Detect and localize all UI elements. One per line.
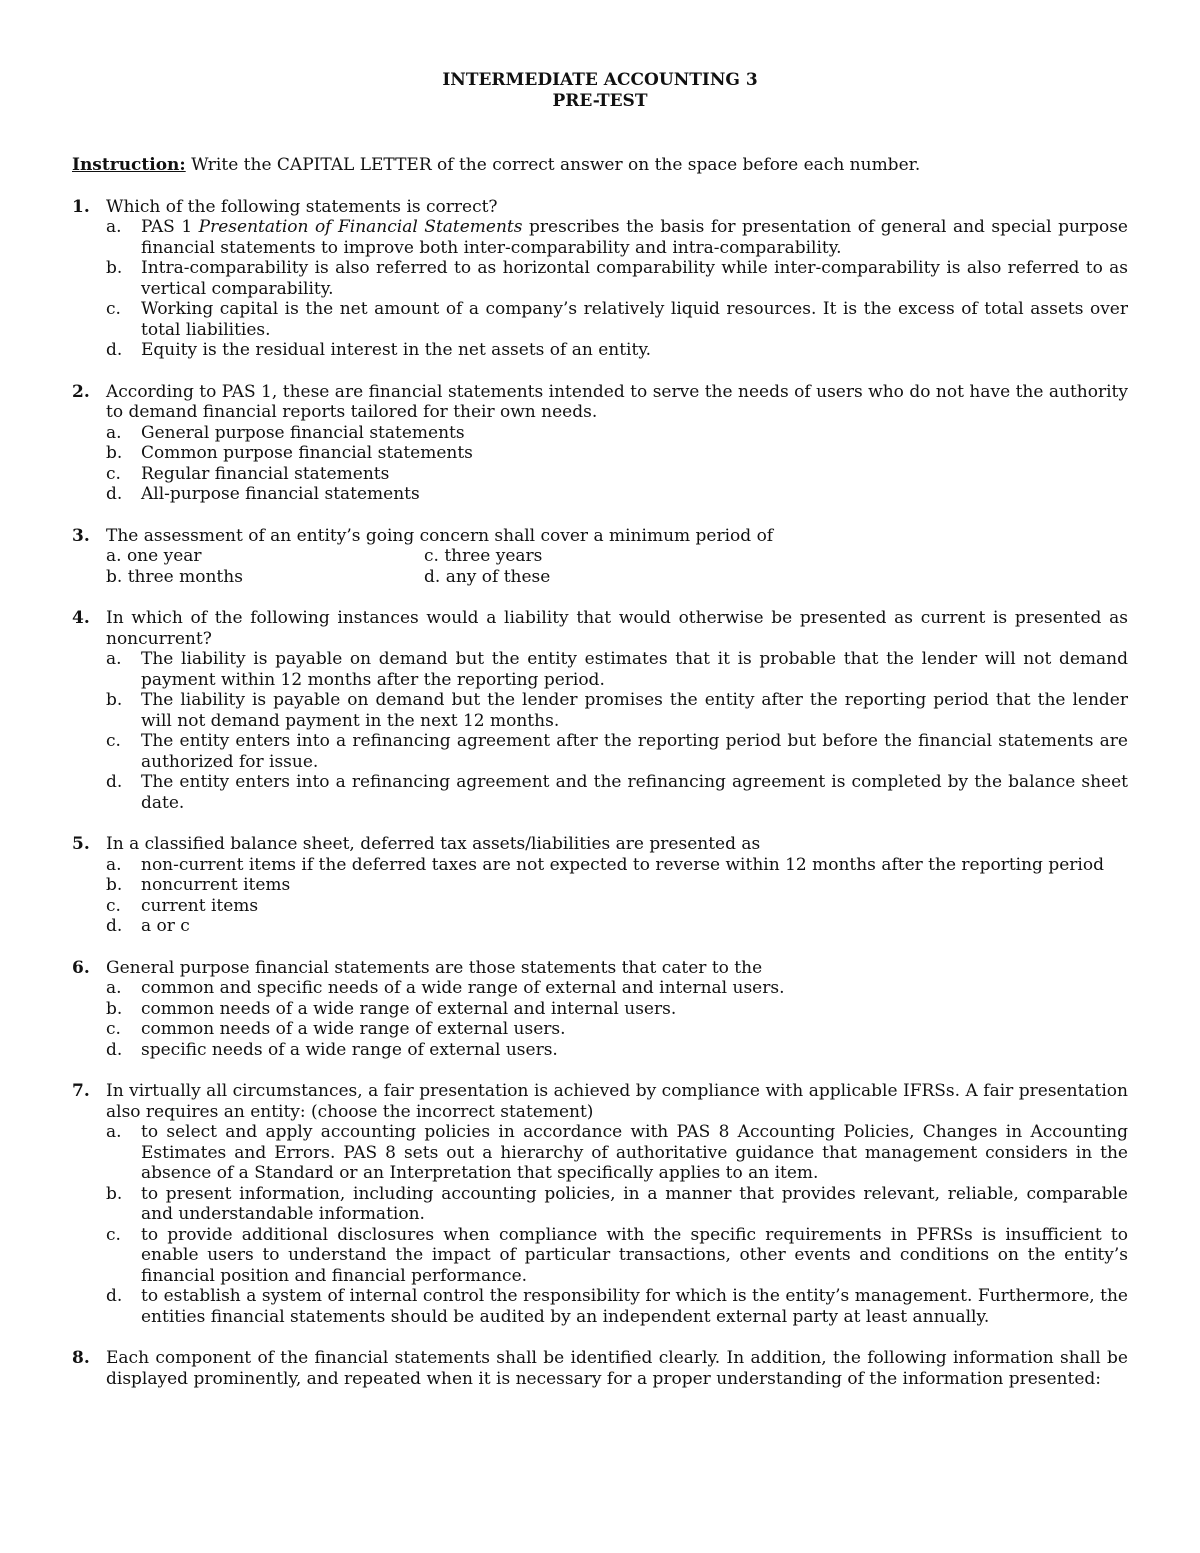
option-text: specific needs of a wide range of external users. bbox=[141, 1039, 558, 1060]
question-8 bbox=[72, 1348, 1128, 1389]
option-text: to select and apply accounting policies in accordance with PAS 8 Accounting Policies, Changes in Accounting Estimates and Errors. PAS 8 sets out a hierarchy of authoritative guidance that management considers in the absence of a Standard or an Interpretation that specifically applies to an item. bbox=[141, 1122, 1128, 1183]
option-letter: d. bbox=[106, 484, 123, 504]
option-letter: c. bbox=[106, 299, 121, 319]
option-text: current items bbox=[141, 895, 259, 916]
question-stem: In virtually all circumstances, a fair presentation is achieved by compliance with applicable IFRSs. A fair presentation also requires an entity: (choose the incorrect statement) bbox=[106, 1081, 1128, 1122]
option-text: Intra-comparability is also referred to as horizontal comparability while inter-comparability is also referred to as vertical comparability. bbox=[141, 258, 1128, 299]
option-b bbox=[106, 999, 1128, 1020]
option-text: common needs of a wide range of external users. bbox=[141, 1019, 566, 1039]
option-text: General purpose financial statements bbox=[141, 422, 465, 443]
option-text: Common purpose financial statements bbox=[141, 443, 473, 463]
document-subtitle: PRE-TEST bbox=[552, 91, 648, 111]
option-text: All-purpose financial statements bbox=[141, 484, 420, 504]
question-2 bbox=[72, 382, 1128, 505]
question-3 bbox=[72, 526, 1128, 588]
option-text: The liability is payable on demand but the lender promises the entity after the reporting period that the lender will not demand payment in the next 12 months. bbox=[141, 690, 1128, 731]
option-a bbox=[106, 423, 1128, 444]
option-b: b. three months bbox=[106, 566, 243, 587]
question-stem: Each component of the financial statements shall be identified clearly. In addition, the following information shall be displayed prominently, and repeated when it is necessary for a proper understanding of the information presented: bbox=[106, 1348, 1128, 1389]
option-text: The entity enters into a refinancing agreement after the reporting period but before the financial statements are authorized for issue. bbox=[141, 731, 1128, 772]
option-letter: a. bbox=[106, 978, 122, 998]
option-letter: d. bbox=[106, 916, 123, 936]
question-7 bbox=[72, 1081, 1128, 1327]
option-d bbox=[106, 340, 1128, 361]
question-stem: Which of the following statements is correct? bbox=[106, 196, 498, 217]
option-text: to present information, including accounting policies, in a manner that provides relevant, reliable, comparable and understandable information. bbox=[141, 1183, 1128, 1224]
option-letter: b. bbox=[106, 258, 123, 278]
option-letter: d. bbox=[106, 772, 123, 792]
question-stem: The assessment of an entity’s going concern shall cover a minimum period of bbox=[106, 525, 774, 546]
option-letter: c. bbox=[106, 895, 121, 916]
option-b bbox=[106, 1184, 1128, 1225]
option-a: a. one year bbox=[106, 546, 202, 566]
option-letter: c. bbox=[106, 1019, 121, 1039]
option-c bbox=[106, 464, 1128, 485]
instruction-text: Write the CAPITAL LETTER of the correct answer on the space before each number. bbox=[185, 155, 921, 175]
option-d bbox=[106, 1286, 1128, 1327]
option-b bbox=[106, 258, 1128, 299]
option-d bbox=[106, 772, 1128, 813]
question-number: 2. bbox=[72, 381, 90, 402]
question-1 bbox=[72, 197, 1128, 361]
option-b bbox=[106, 443, 1128, 464]
question-number: 5. bbox=[72, 834, 90, 854]
option-b bbox=[106, 875, 1128, 896]
option-letter: d. bbox=[106, 1039, 123, 1060]
option-letter: a. bbox=[106, 854, 122, 875]
option-letter: a. bbox=[106, 1122, 122, 1142]
question-number: 8. bbox=[72, 1348, 90, 1368]
option-a bbox=[106, 855, 1128, 876]
instruction-label: Instruction: bbox=[72, 155, 186, 175]
option-a bbox=[106, 978, 1128, 999]
option-text: Equity is the residual interest in the net assets of an entity. bbox=[141, 340, 652, 360]
option-letter: c. bbox=[106, 731, 121, 751]
option-text: a or c bbox=[141, 916, 190, 936]
option-c bbox=[106, 1225, 1128, 1287]
option-text: common and specific needs of a wide range of external and internal users. bbox=[141, 978, 785, 998]
option-letter: a. bbox=[106, 649, 122, 669]
option-text-pre: PAS 1 bbox=[141, 217, 199, 237]
option-c: c. three years bbox=[424, 546, 543, 566]
option-letter: c. bbox=[106, 1224, 121, 1245]
question-6 bbox=[72, 958, 1128, 1061]
option-letter: a. bbox=[106, 422, 122, 443]
option-text: The entity enters into a refinancing agreement and the refinancing agreement is completed by the balance sheet date. bbox=[141, 772, 1128, 813]
option-letter: b. bbox=[106, 998, 123, 1019]
option-a bbox=[106, 217, 1128, 258]
option-a bbox=[106, 1122, 1128, 1184]
option-d bbox=[106, 916, 1128, 937]
option-a bbox=[106, 649, 1128, 690]
option-letter: d. bbox=[106, 340, 123, 360]
option-letter: b. bbox=[106, 690, 123, 710]
option-d bbox=[106, 484, 1128, 505]
option-letter: c. bbox=[106, 463, 121, 484]
question-stem: General purpose financial statements are those statements that cater to the bbox=[106, 957, 763, 978]
option-text-post: prescribes the basis for presentation of general and special purpose financial statements to improve both inter-comparability and intra-comparability. bbox=[141, 217, 1128, 258]
question-number: 3. bbox=[72, 525, 90, 546]
option-letter: b. bbox=[106, 443, 123, 463]
options-grid bbox=[106, 546, 1128, 587]
option-c bbox=[106, 299, 1128, 340]
question-stem: In which of the following instances would a liability that would otherwise be presented as current is presented as noncurrent? bbox=[106, 608, 1128, 649]
question-5 bbox=[72, 834, 1128, 937]
option-b bbox=[106, 690, 1128, 731]
option-text: noncurrent items bbox=[141, 875, 291, 895]
question-number: 4. bbox=[72, 608, 90, 628]
option-text: common needs of a wide range of external and internal users. bbox=[141, 998, 677, 1019]
option-letter: d. bbox=[106, 1286, 123, 1306]
option-d bbox=[106, 1040, 1128, 1061]
option-text: non-current items if the deferred taxes are not expected to reverse within 12 months after the reporting period bbox=[141, 854, 1104, 875]
document-title: INTERMEDIATE ACCOUNTING 3 bbox=[442, 70, 758, 90]
question-stem: In a classified balance sheet, deferred tax assets/liabilities are presented as bbox=[106, 834, 761, 854]
option-letter: a. bbox=[106, 217, 122, 237]
question-stem: According to PAS 1, these are financial statements intended to serve the needs of users who do not have the authority to demand financial reports tailored for their own needs. bbox=[106, 381, 1128, 422]
option-d: d. any of these bbox=[424, 566, 551, 587]
option-text-italic: Presentation of Financial Statements bbox=[198, 217, 523, 237]
option-text: Regular financial statements bbox=[141, 463, 390, 484]
question-number: 1. bbox=[72, 196, 90, 217]
option-c bbox=[106, 1019, 1128, 1040]
instruction bbox=[72, 155, 1128, 176]
option-letter: b. bbox=[106, 1183, 123, 1204]
option-letter: b. bbox=[106, 875, 123, 895]
option-text: to provide additional disclosures when compliance with the specific requirements in PFRSs is insufficient to enable users to understand the impact of particular transactions, other events and conditions on the entity’s financial position and financial performance. bbox=[141, 1224, 1128, 1286]
question-4 bbox=[72, 608, 1128, 813]
option-text: to establish a system of internal control the responsibility for which is the entity’s management. Furthermore, the entities financial statements should be audited by an independent external party at least annually. bbox=[141, 1286, 1128, 1327]
question-number: 7. bbox=[72, 1081, 90, 1101]
option-text: Working capital is the net amount of a company’s relatively liquid resources. It is the excess of total assets over total liabilities. bbox=[141, 299, 1128, 340]
option-text: The liability is payable on demand but the entity estimates that it is probable that the lender will not demand payment within 12 months after the reporting period. bbox=[141, 649, 1128, 690]
question-number: 6. bbox=[72, 957, 90, 978]
option-c bbox=[106, 731, 1128, 772]
option-c bbox=[106, 896, 1128, 917]
